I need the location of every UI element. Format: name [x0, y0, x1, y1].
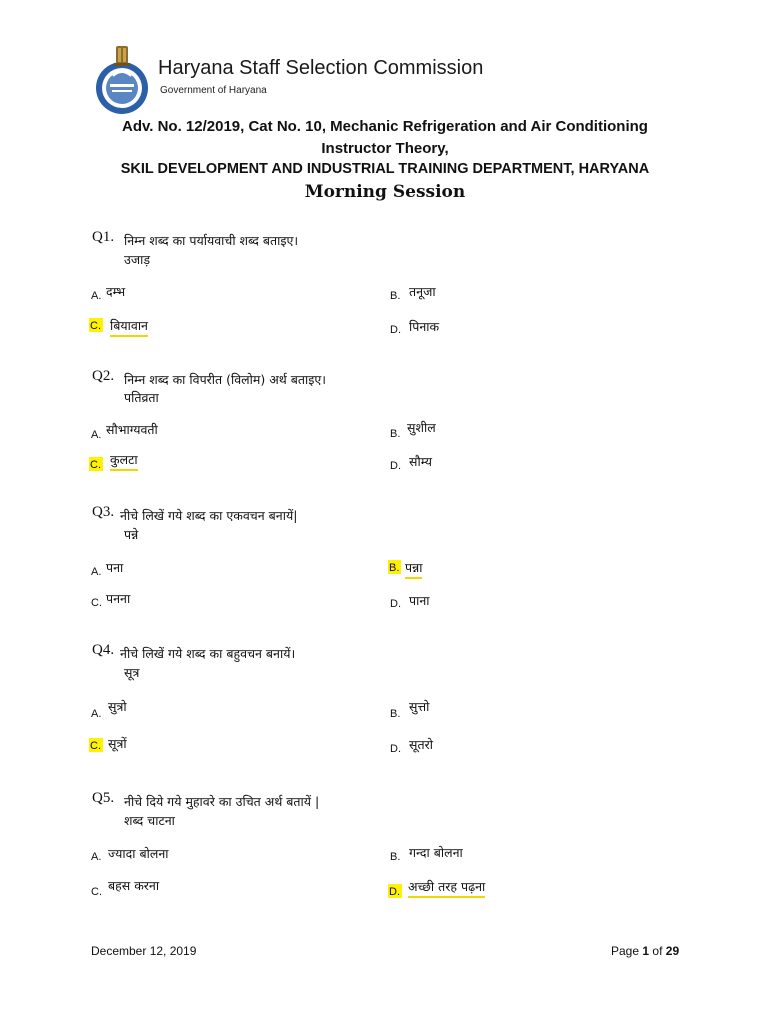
question-2-word: पतिव्रता — [124, 390, 159, 405]
q5-option-c-letter: C. — [91, 886, 102, 898]
question-3-word: पन्ने — [124, 527, 139, 542]
q5-option-c-text: बहस करना — [108, 878, 160, 893]
department-title: SKIL DEVELOPMENT AND INDUSTRIAL TRAINING DEPARTMENT, HARYANA — [120, 161, 650, 177]
q2-option-b-text: सुशील — [407, 420, 436, 435]
q2-option-a-text: सौभाग्यवती — [106, 422, 158, 437]
q2-option-d-text: सौम्य — [409, 454, 433, 469]
question-4-word: सूत्र — [124, 665, 140, 680]
q2-option-a-letter: A. — [91, 429, 102, 441]
q1-option-a-text: दम्भ — [106, 284, 126, 299]
q2-option-d-letter: D. — [390, 460, 401, 472]
q1-option-b-text: तनूजा — [409, 284, 436, 299]
footer-date: December 12, 2019 — [91, 944, 197, 958]
q5-option-b-text: गन्दा बोलना — [409, 845, 463, 860]
question-3-number: Q3. — [92, 504, 115, 520]
q2-option-c-letter-highlighted: C. — [90, 459, 101, 471]
q5-option-d-text-highlighted: अच्छी तरह पढ़ना — [408, 878, 485, 898]
advertisement-title-line2: Instructor Theory, — [321, 140, 449, 157]
q3-option-b-text-highlighted: पन्ना — [405, 559, 422, 579]
session-title: Morning Session — [304, 182, 466, 202]
q4-option-c-letter-highlighted: C. — [90, 740, 101, 752]
q3-option-d-text: पाना — [409, 593, 430, 608]
page-of: of — [652, 944, 663, 958]
org-subtitle: Government of Haryana — [160, 85, 267, 96]
q1-option-d-letter: D. — [390, 324, 401, 336]
q4-option-b-text: सुत्तो — [409, 699, 430, 714]
q3-option-c-letter: C. — [91, 597, 102, 609]
q4-option-a-letter: A. — [91, 708, 102, 720]
page-current: 1 — [642, 944, 650, 958]
q5-option-a-text: ज्यादा बोलना — [108, 846, 169, 861]
page-total: 29 — [665, 944, 680, 958]
advertisement-title-line1: Adv. No. 12/2019, Cat No. 10, Mechanic Refrigeration and Air Conditioning — [122, 118, 648, 135]
page-label: Page — [611, 944, 640, 958]
q4-option-a-text: सुत्रो — [108, 699, 127, 714]
question-5-text: नीचे दिये गये मुहावरे का उचित अर्थ बतायें | — [124, 794, 320, 809]
org-title: Haryana Staff Selection Commission — [158, 57, 484, 79]
q3-option-c-text: पनना — [106, 591, 131, 606]
q3-option-d-letter: D. — [390, 598, 401, 610]
q2-option-b-letter: B. — [390, 428, 401, 440]
question-4-number: Q4. — [92, 642, 115, 658]
q3-option-b-letter-highlighted: B. — [389, 562, 400, 574]
q1-option-c-letter-highlighted: C. — [90, 320, 101, 332]
question-5-number: Q5. — [92, 790, 115, 806]
question-2-number: Q2. — [92, 368, 115, 384]
q5-option-d-letter-highlighted: D. — [389, 886, 400, 898]
footer-page-number — [611, 944, 679, 958]
q4-option-b-letter: B. — [390, 708, 401, 720]
question-4-text: नीचे लिखें गये शब्द का बहुवचन बनायें। — [120, 646, 296, 661]
q1-option-a-letter: A. — [91, 290, 102, 302]
question-3-text: नीचे लिखें गये शब्द का एकवचन बनायें| — [120, 508, 298, 523]
q2-option-c-text-highlighted: कुलटा — [110, 451, 138, 471]
question-1-word: उजाड़ — [124, 252, 151, 267]
q4-option-d-letter: D. — [390, 743, 401, 755]
question-2-text: निम्न शब्द का विपरीत (विलोम) अर्थ बताइए। — [124, 372, 327, 387]
question-5-word: शब्द चाटना — [124, 813, 175, 828]
question-1-text: निम्न शब्द का पर्यायवाची शब्द बताइए। — [124, 233, 299, 248]
haryana-emblem-logo — [92, 44, 152, 116]
question-1-number: Q1. — [92, 229, 115, 245]
q5-option-b-letter: B. — [390, 851, 401, 863]
q1-option-b-letter: B. — [390, 290, 401, 302]
q4-option-c-text: सूत्रों — [108, 736, 127, 751]
q3-option-a-letter: A. — [91, 566, 102, 578]
q5-option-a-letter: A. — [91, 851, 102, 863]
q1-option-d-text: पिनाक — [409, 319, 440, 334]
q3-option-a-text: पना — [106, 560, 124, 575]
q4-option-d-text: सूतरो — [409, 737, 433, 752]
q1-option-c-text-highlighted: बियावान — [110, 317, 148, 337]
